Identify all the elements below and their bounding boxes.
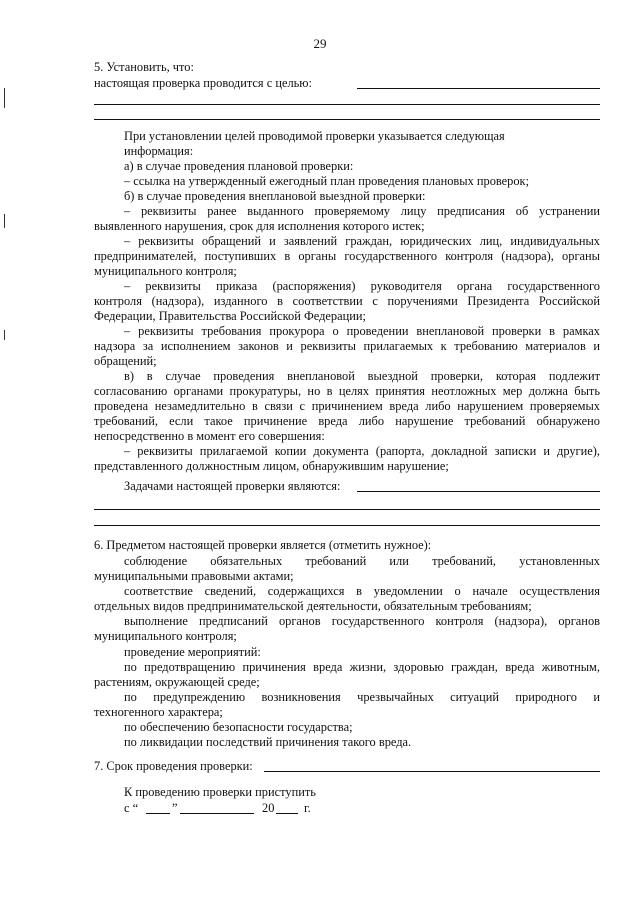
date-suffix: г. [304,801,311,815]
info-line: требований, если такое причинение вреда либо нарушение требований обнаружено [94,414,600,428]
tasks-fill-line[interactable] [94,509,600,510]
info-line: б) в случае проведения внеплановой выездной проверки: [124,189,426,203]
info-line: – реквизиты прилагаемой копии документа (рапорта, докладной записки и другие), [124,444,600,458]
info-line: информация: [124,144,194,158]
subject-line: отдельных видов предпринимательской деятельности, обязательным требованиям; [94,599,532,613]
info-line: а) в случае проведения плановой проверки: [124,159,354,173]
date-quote: ” [172,801,178,815]
subject-line: проведение мероприятий: [124,645,261,659]
start-label: К проведению проверки приступить [124,785,316,799]
tasks-label: Задачами настоящей проверки являются: [124,479,341,493]
info-line: предпринимателей, поступивших в органы государственного контроля (надзора), органы [94,249,600,263]
info-line: – ссылка на утвержденный ежегодный план проведения плановых проверок; [124,174,530,188]
subject-line: по ликвидации последствий причинения такого вреда. [124,735,412,749]
info-line: надзора за исполнением законов и реквизиты прилагаемых к требованию материалов и [94,339,600,353]
period-fill-line[interactable] [264,771,600,772]
subject-line: по предотвращению причинения вреда жизни, здоровью граждан, вреда животным, [124,660,600,674]
info-line: – реквизиты приказа (распоряжения) руководителя органа государственного [124,279,600,293]
info-line: проведена незамедлительно в связи с причинением вреда либо нарушением проверяемых [94,399,600,413]
left-margin-mark [4,330,5,340]
info-line: контроля (надзора), изданного в соответствии с поручениями Президента Российской [94,294,600,308]
info-line: обращений; [94,354,157,368]
subject-line: муниципального контроля; [94,629,237,643]
info-line: – реквизиты ранее выданного проверяемому лицу предписания об устранении [124,204,600,218]
left-margin-mark [4,214,5,228]
section-6-title: 6. Предметом настоящей проверки является (отметить нужное): [94,538,432,552]
info-line: – реквизиты требования прокурора о проведении внеплановой проверки в рамках [124,324,600,338]
info-line: Федерации, Правительства Российской Федерации; [94,309,366,323]
subject-line: соответствие сведений, содержащихся в уведомлении о начале осуществления [124,584,600,598]
info-line: в) в случае проведения внеплановой выездной проверки, которая подлежит [124,369,600,383]
subject-line: по обеспечению безопасности государства; [124,720,353,734]
subject-line: по предупреждению возникновения чрезвычайных ситуаций природного и [124,690,600,704]
section-7-title: 7. Срок проведения проверки: [94,759,253,773]
purpose-label: настоящая проверка проводится с целью: [94,76,312,90]
info-line: выявленного нарушения, срок для исполнения которого истек; [94,219,425,233]
left-margin-mark [4,88,5,108]
info-line: представленного должностным лицом, обнаружившим нарушение; [94,459,449,473]
date-year-prefix: 20 [262,801,275,815]
section-5-title: 5. Установить, что: [94,60,194,74]
date-prefix: с “ [124,801,139,815]
purpose-fill-line[interactable] [94,119,600,120]
date-year-field[interactable] [276,813,298,814]
date-month-field[interactable] [180,813,254,814]
subject-line: техногенного характера; [94,705,223,719]
subject-line: растениям, окружающей среде; [94,675,260,689]
info-line: согласованию органами прокуратуры, но в целях принятия неотложных мер должна быть [94,384,600,398]
subject-line: муниципальными правовыми актами; [94,569,294,583]
tasks-fill-line[interactable] [357,491,600,492]
tasks-fill-line[interactable] [94,525,600,526]
subject-line: соблюдение обязательных требований или требований, установленных [124,554,600,568]
info-line: муниципального контроля; [94,264,237,278]
purpose-fill-line[interactable] [357,88,600,89]
page-number: 29 [313,36,327,51]
subject-line: выполнение предписаний органов государственного контроля (надзора), органов [124,614,600,628]
purpose-fill-line[interactable] [94,104,600,105]
date-day-field[interactable] [146,813,170,814]
info-line: непосредственно в момент его совершения: [94,429,325,443]
info-line: При установлении целей проводимой проверки указывается следующая [124,129,505,143]
info-line: – реквизиты обращений и заявлений граждан, юридических лиц, индивидуальных [124,234,600,248]
